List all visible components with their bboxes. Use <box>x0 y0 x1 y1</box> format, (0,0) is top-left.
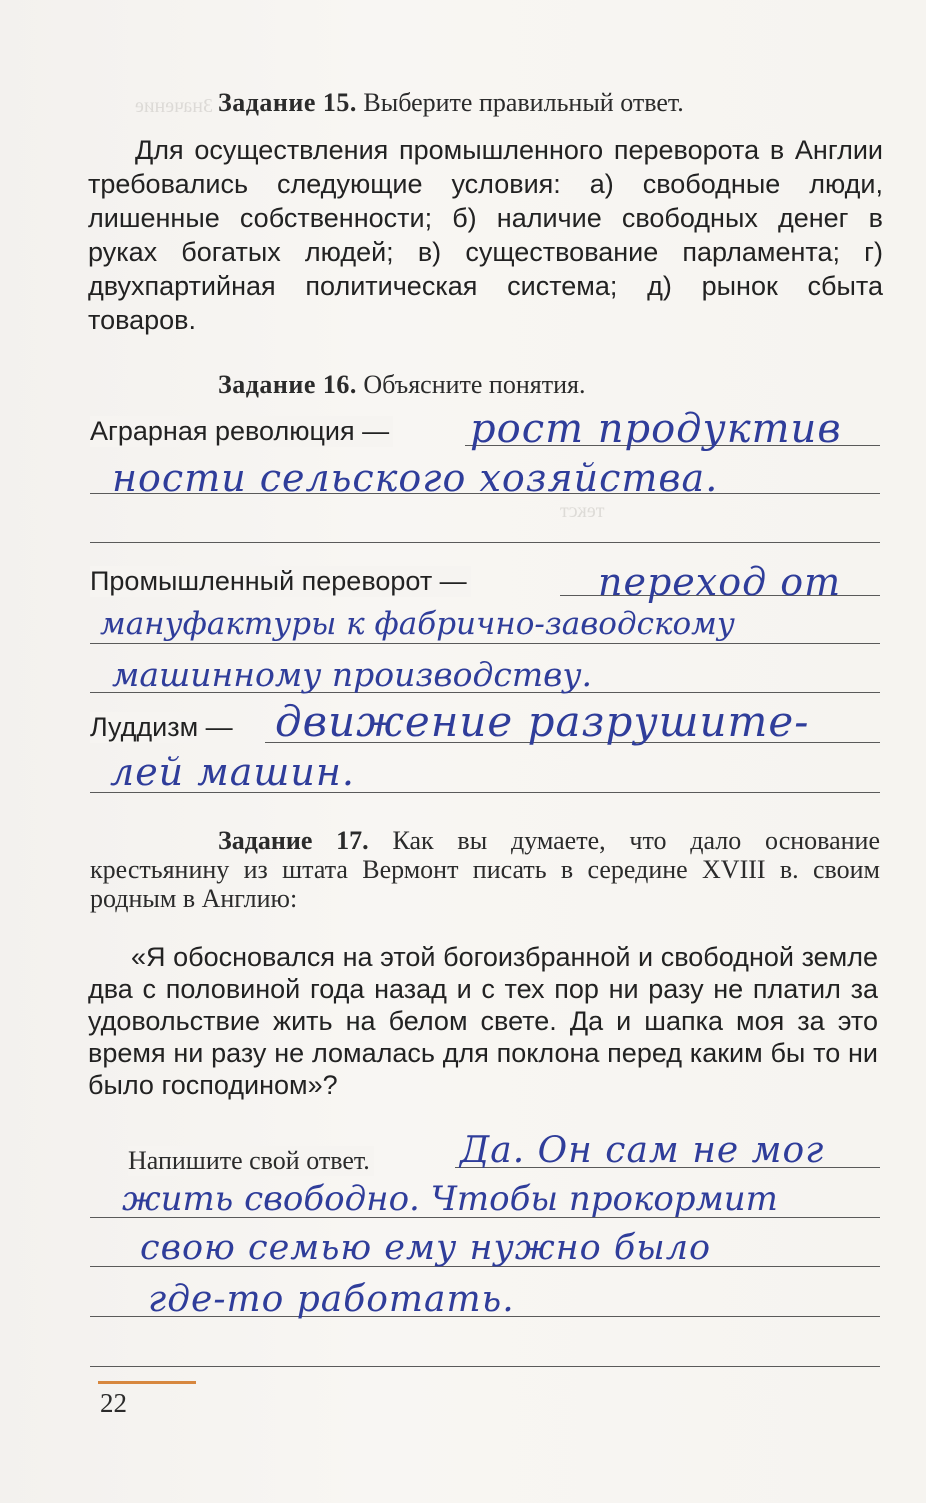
answer-line <box>90 643 880 644</box>
handwritten-answer: жить свободно. Чтобы прокормит <box>122 1179 778 1219</box>
handwritten-answer: лей машин. <box>110 750 355 794</box>
handwritten-answer: свою семью ему нужно было <box>140 1228 712 1268</box>
answer-line <box>90 542 880 543</box>
handwritten-answer: Да. Он сам не мог <box>460 1130 825 1171</box>
task-16-prompt: Объясните понятия. <box>363 370 586 399</box>
handwritten-answer: ности сельского хозяйства. <box>112 456 719 500</box>
handwritten-answer: машинному производству. <box>112 655 592 694</box>
show-through-text: текст <box>560 500 605 522</box>
task-17-prompt: Как вы думаете, что дало основание крестьянину из штата Вермонт писать в середине XVIII в. своим родным в Англию: <box>90 826 880 913</box>
handwritten-answer: где-то работать. <box>148 1279 515 1320</box>
term-agrarian-revolution: Аграрная революция — <box>90 416 393 447</box>
task-17-quote: «Я обосновался на этой богоизбранной и свободной земле два с половиной года назад и с тех пор ни разу не платил за удовольствие жить на белом свете. Да и шапка моя за это время ни разу не ломалась для поклона перед каким бы то ни было господином»? <box>88 942 878 1100</box>
task-16-label: Задание 16. <box>218 370 357 399</box>
task-15-text: Для осуществления промышленного переворота в Англии требовались следующие условия: а) свободные люди, лишенные собственности; б) наличие свободных денег в руках богатых людей; в) существование парламента; г) двухпартийная политическая система; д) рынок сбыта товаров. <box>88 135 883 335</box>
task-15-prompt: Выберите правильный ответ. <box>363 88 684 117</box>
task-16-heading <box>218 370 585 400</box>
answer-line <box>90 1366 880 1367</box>
handwritten-answer: мануфактуры к фабрично-заводскому <box>100 606 735 642</box>
task-15-label: Задание 15. <box>218 88 357 117</box>
task-17-label: Задание 17. <box>218 826 369 855</box>
page-number-accent <box>98 1381 196 1384</box>
handwritten-answer: переход от <box>598 560 842 604</box>
task-15-heading <box>218 88 684 118</box>
show-through-text: Значение <box>135 95 214 117</box>
page-number: 22 <box>100 1388 127 1418</box>
term-industrial-revolution: Промышленный переворот — <box>90 566 471 597</box>
task-17-prompt-block <box>90 826 880 913</box>
handwritten-answer: рост продуктив <box>470 406 842 452</box>
term-luddism: Луддизм — <box>90 712 237 743</box>
answer-prompt: Напишите свой ответ. <box>128 1146 374 1176</box>
handwritten-answer: движение разрушите- <box>275 697 810 746</box>
